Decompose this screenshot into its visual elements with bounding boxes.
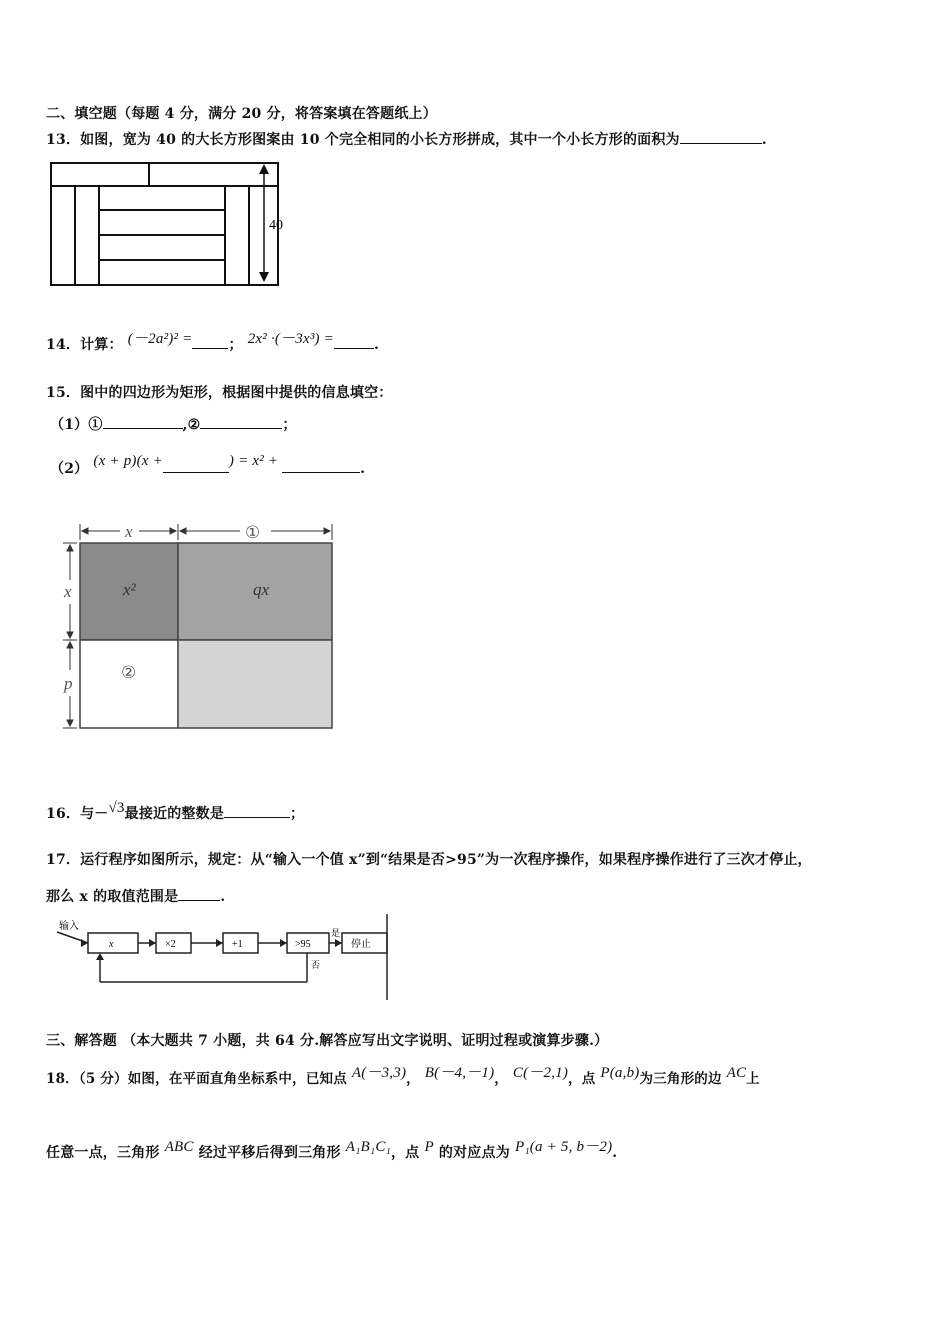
q17-flow-stop-label: 停止 <box>351 939 371 950</box>
q17-flow-yes-label: 是 <box>331 928 341 938</box>
q15-part2-end: . <box>360 461 366 477</box>
q18-line2-b: 经过平移后得到三角形 <box>198 1145 341 1161</box>
q14-answer-blank-1[interactable] <box>192 334 228 349</box>
q17-end: . <box>220 889 226 905</box>
q16-answer-blank[interactable] <box>224 803 290 818</box>
q15-answer-blank-3[interactable] <box>163 458 229 473</box>
q18-point-b: B(－4,－1) <box>424 1065 495 1081</box>
q18-triangle-abc: ABC <box>164 1139 194 1155</box>
q17-answer-blank[interactable] <box>178 886 220 901</box>
q17-text-2: 那么 x 的取值范围是 <box>46 889 179 905</box>
q15-circle2-label: ,② <box>182 417 201 433</box>
q16-end: ； <box>290 806 305 822</box>
q17-line-1 <box>46 849 812 869</box>
q15-figure-top-circle: ① <box>245 523 261 542</box>
q15-figure-left-p: p <box>64 674 73 693</box>
q15-line <box>46 382 393 402</box>
q15-figure-left-x: x <box>64 582 72 601</box>
q15-figure-cell-x2-label: x² <box>123 580 136 599</box>
q14-expr2: 2x² ·(－3x³) = <box>247 331 335 347</box>
q13-number: 13． <box>46 132 81 148</box>
q18-point-c: C(－2,1) <box>512 1065 569 1081</box>
section2-heading-text: 二、填空题（每题 4 分，满分 20 分，将答案填在答题纸上） <box>46 106 437 122</box>
q15-expr-a: (x + p)(x + <box>93 453 163 469</box>
q14-line <box>46 333 379 354</box>
q18-line2-d: 的对应点为 <box>438 1145 510 1161</box>
q18-line2-c: ，点 <box>390 1145 420 1161</box>
q14-separator: ； <box>228 337 243 353</box>
q18-line-2 <box>46 1141 617 1162</box>
q15-answer-blank-2[interactable] <box>200 414 282 429</box>
q18-point-p1: P₁(a + 5, b－2) <box>514 1139 613 1155</box>
q16-prefix: 与－ <box>80 806 109 822</box>
q18-text-3: 为三角形的边 <box>639 1071 722 1087</box>
q13-figure-label-40: 40 <box>269 218 283 233</box>
q15-part1-end: ； <box>282 417 297 433</box>
q15-expr-b: ) = x² + <box>228 453 279 469</box>
q18-point-a: A(－3,3) <box>351 1065 407 1081</box>
q13-line <box>46 129 767 149</box>
q15-part1 <box>50 414 297 434</box>
q18-triangle-a1b1c1: A₁B₁C₁ <box>345 1139 391 1155</box>
q14-end: . <box>374 337 380 353</box>
q17-flow-box3-label: +1 <box>232 939 243 950</box>
q13-text: 如图，宽为 40 的大长方形图案由 10 个完全相同的小长方形拼成，其中一个小长方形的面积为 <box>80 132 680 148</box>
q18-side-ac: AC <box>726 1065 747 1081</box>
q18-text-2: ，点 <box>568 1071 596 1087</box>
q15-cell-pq <box>178 640 332 728</box>
q18-line-1 <box>46 1067 760 1088</box>
q18-point-p: P(a,b) <box>600 1065 640 1081</box>
q17-flow-box4-label: >95 <box>295 939 311 950</box>
q17-flow-box2-label: ×2 <box>165 939 176 950</box>
q14-expr1: (－2a²)² = <box>127 331 193 347</box>
q16-number: 16． <box>46 806 81 822</box>
q18-end: . <box>612 1145 618 1161</box>
q17-flow-no-label: 否 <box>311 960 321 970</box>
q18-line2-a: 任意一点，三角形 <box>46 1145 160 1161</box>
q17-line-2 <box>46 886 225 906</box>
q16-line <box>46 800 305 823</box>
q15-part2 <box>50 453 366 478</box>
q13-outer-rect <box>51 163 278 285</box>
q16-sqrt3: √3 <box>108 800 125 816</box>
section2-heading <box>46 103 437 123</box>
q15-part1-label: （1） <box>50 417 89 433</box>
q13-figure <box>48 160 298 290</box>
q18-comma-1: ， <box>406 1071 420 1087</box>
q17-flowchart <box>55 912 395 1007</box>
q15-cell-circle2 <box>80 640 178 728</box>
q18-comma-2: ， <box>494 1071 508 1087</box>
q17-flow-box1-label: x <box>109 939 114 950</box>
q16-text: 最接近的整数是 <box>124 806 225 822</box>
q18-number: 18． <box>46 1071 79 1087</box>
q18-point-p-ref: P <box>424 1139 434 1155</box>
q18-text-1: 如图，在平面直角坐标系中，已知点 <box>127 1071 347 1087</box>
section3-heading-text: 三、解答题 （本大题共 7 小题，共 64 分.解答应写出文字说明、证明过程或演算步骤.） <box>46 1033 609 1049</box>
q15-text: 图中的四边形为矩形，根据图中提供的信息填空： <box>80 385 393 401</box>
q15-figure-cell-qx-label: qx <box>253 580 270 599</box>
q18-score: （5 分） <box>78 1071 128 1087</box>
q17-number: 17． <box>46 852 81 868</box>
q14-answer-blank-2[interactable] <box>334 334 374 349</box>
q17-text-1: 运行程序如图所示，规定：从“输入一个值 x”到“结果是否>95”为一次程序操作，如果程序操作进行了三次才停止， <box>80 852 812 868</box>
q14-prefix: 计算： <box>80 337 123 353</box>
q15-figure-cell-circle-label: ② <box>121 663 137 682</box>
section3-heading <box>46 1030 608 1050</box>
q13-end: . <box>761 132 767 148</box>
q17-flow-input-label: 输入 <box>59 921 79 932</box>
q14-number: 14． <box>46 337 81 353</box>
q15-answer-blank-1[interactable] <box>103 414 183 429</box>
q15-number: 15． <box>46 385 81 401</box>
q15-figure <box>55 518 345 733</box>
q18-text-4: 上 <box>746 1071 760 1087</box>
q15-figure-top-x: x <box>125 522 133 541</box>
q13-answer-blank[interactable] <box>680 129 762 144</box>
q15-answer-blank-4[interactable] <box>282 458 360 473</box>
q15-part2-label: （2） <box>50 461 89 477</box>
q15-circle1-label: ① <box>88 417 103 433</box>
